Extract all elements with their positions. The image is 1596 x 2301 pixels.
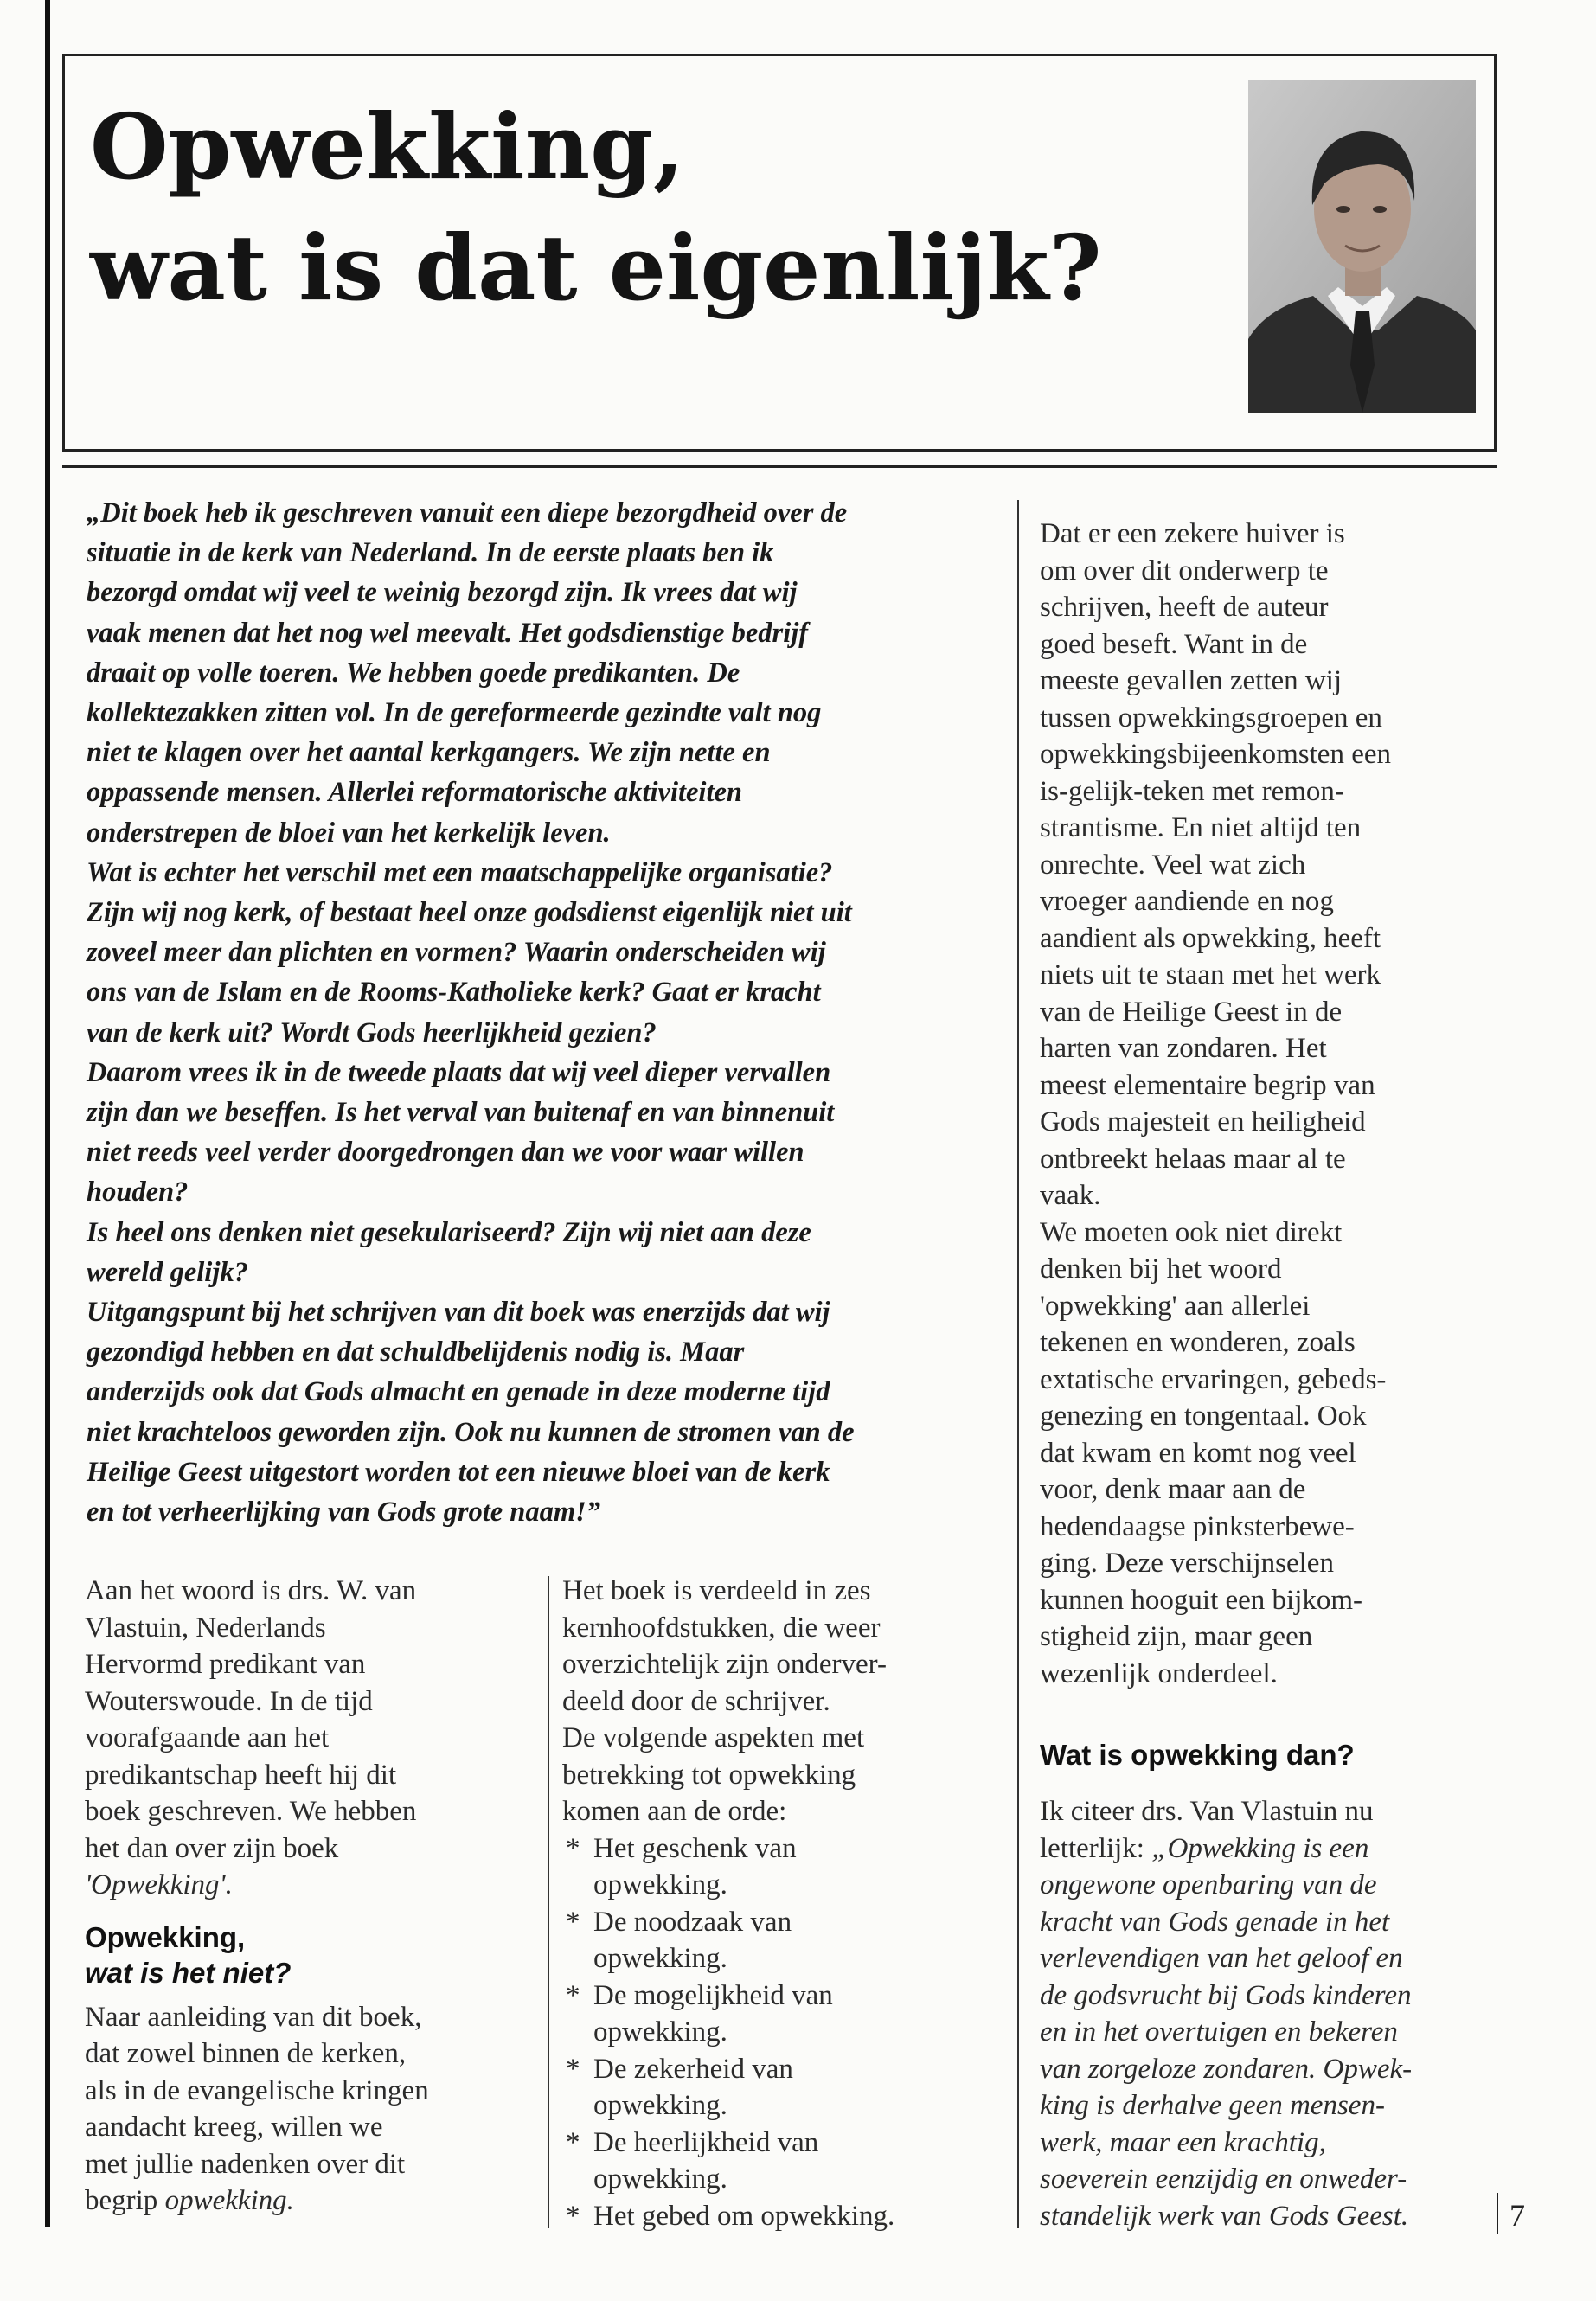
col3-para1	[1040, 516, 1498, 1215]
quote-line: zoveel meer dan plichten en vormen? Waarin onderscheiden wij	[87, 937, 826, 969]
page-number-rule	[1497, 2193, 1498, 2234]
text-line: schrijven, heeft de auteur	[1040, 592, 1329, 623]
text-line	[1040, 1830, 1498, 1868]
text-line: is-gelijk-teken met remon-	[1040, 775, 1344, 807]
quote-line: draait op volle toeren. We hebben goede predikanten. De	[87, 657, 740, 689]
italic-quote-start: „Opwekking is een	[1151, 1832, 1369, 1864]
quote-line: gezondigd hebben en dat schuldbelijdenis nodig is. Maar	[87, 1336, 745, 1368]
col1-subheading	[85, 1920, 535, 1990]
list-item	[562, 2125, 1012, 2198]
text-line: van zorgeloze zondaren. Opwek-	[1040, 2053, 1413, 2085]
col2-intro	[562, 1573, 1012, 1830]
column-2	[562, 1573, 1012, 2234]
text-line: denken bij het woord	[1040, 1253, 1282, 1285]
subheading-line: Opwekking,	[85, 1920, 246, 1953]
aspects-list	[562, 1830, 1012, 2235]
column-1	[85, 1573, 535, 2220]
article-title	[90, 87, 1197, 329]
quote-line: Uitgangspunt bij het schrijven van dit boek was enerzijds dat wij	[87, 1297, 830, 1329]
quote-line: zijn dan we beseffen. Is het verval van buitenaf en van binnenuit	[87, 1097, 835, 1129]
text-line: opwekking.	[593, 2163, 727, 2195]
text-line: voor, denk maar aan de	[1040, 1474, 1306, 1505]
quote-line: houden?	[87, 1176, 189, 1208]
text-line: van de Heilige Geest in de	[1040, 996, 1343, 1028]
column-divider-right	[1017, 500, 1019, 2228]
text-fragment: letterlijk:	[1040, 1832, 1152, 1864]
text-line: opwekking.	[593, 1869, 727, 1900]
text-line: en in het overtuigen en bekeren	[1040, 2016, 1398, 2048]
text-line: Hervormd predikant van	[85, 1649, 366, 1680]
book-title: 'Opwekking'.	[85, 1869, 233, 1900]
text-fragment: begrip	[85, 2185, 165, 2216]
text-line: extatische ervaringen, gebeds-	[1040, 1363, 1387, 1395]
text-line: * Het gebed om opwekking.	[593, 2200, 895, 2232]
text-line: genezing en tongentaal. Ook	[1040, 1400, 1367, 1432]
text-line: Gods majesteit en heiligheid	[1040, 1106, 1366, 1138]
text-line: kracht van Gods genade in het	[1040, 1906, 1390, 1938]
title-line-1: Opwekking,	[90, 93, 685, 200]
quote-line: oppassende mensen. Allerlei reformatorische aktiviteiten	[87, 777, 742, 809]
text-line: aandacht kreeg, willen we	[85, 2112, 383, 2143]
text-line: voorafgaande aan het	[85, 1722, 330, 1753]
quote-line: bezorgd omdat wij veel te weinig bezorgd zijn. Ik vrees dat wij	[87, 577, 798, 609]
list-item	[562, 1830, 1012, 1904]
text-line: * De zekerheid van	[593, 2053, 793, 2085]
text-line: * Het geschenk van	[593, 1832, 797, 1864]
text-line: met jullie nadenken over dit	[85, 2148, 406, 2180]
column-3	[1040, 516, 1498, 2234]
text-line: Aan het woord is drs. W. van	[85, 1575, 417, 1606]
text-line: Naar aanleiding van dit boek,	[85, 2001, 422, 2033]
text-line: meeste gevallen zetten wij	[1040, 665, 1343, 696]
text-line: kernhoofdstukken, die weer	[562, 1612, 881, 1644]
text-line: hedendaagse pinksterbewe-	[1040, 1510, 1355, 1542]
text-line: vroeger aandiende en nog	[1040, 886, 1334, 917]
quote-line: niet reeds veel verder doorgedrongen dan we voor waar willen	[87, 1137, 804, 1169]
quote-line: wereld gelijk?	[87, 1256, 248, 1288]
text-line: * De mogelijkheid van	[593, 1979, 833, 2011]
text-line: opwekking.	[593, 1943, 727, 1974]
author-portrait-image	[1248, 80, 1476, 413]
text-line: kunnen hooguit een bijkom-	[1040, 1584, 1363, 1616]
text-line: ongewone openbaring van de	[1040, 1869, 1377, 1900]
text-line: standelijk werk van Gods Geest.	[1040, 2200, 1409, 2232]
text-line: opwekking.	[593, 2016, 727, 2048]
header-bottom-rule	[62, 465, 1497, 468]
text-line: komen aan de orde:	[562, 1796, 787, 1827]
italic-term: opwekking.	[164, 2185, 294, 2216]
text-line: * De heerlijkheid van	[593, 2126, 819, 2158]
text-line: Het boek is verdeeld in zes	[562, 1575, 871, 1606]
quote-line: Daarom vrees ik in de tweede plaats dat wij veel dieper vervallen	[87, 1056, 831, 1088]
text-line: de godsvrucht bij Gods kinderen	[1040, 1979, 1412, 2011]
quote-line: Zijn wij nog kerk, of bestaat heel onze godsdienst eigenlijk niet uit	[87, 897, 852, 929]
quote-line: vaak menen dat het nog wel meevalt. Het godsdienstige bedrijf	[87, 617, 809, 649]
text-line: Wouterswoude. In de tijd	[85, 1685, 373, 1717]
text-line: harten van zondaren. Het	[1040, 1033, 1327, 1064]
text-line: tekenen en wonderen, zoals	[1040, 1327, 1356, 1358]
text-line: wezenlijk onderdeel.	[1040, 1657, 1278, 1689]
text-line: * De noodzaak van	[593, 1906, 792, 1938]
text-line: De volgende aspekten met	[562, 1722, 865, 1753]
text-line: het dan over zijn boek	[85, 1832, 339, 1864]
list-item	[562, 1904, 1012, 1977]
list-item	[562, 2198, 1012, 2235]
text-line: deeld door de schrijver.	[562, 1685, 830, 1717]
list-item	[562, 1977, 1012, 2051]
text-line: Vlastuin, Nederlands	[85, 1612, 326, 1644]
text-line: soeverein eenzijdig en onweder-	[1040, 2163, 1407, 2195]
quote-line: onderstrepen de bloei van het kerkelijk leven.	[87, 817, 611, 849]
text-line: stigheid zijn, maar geen	[1040, 1621, 1313, 1652]
col1-intro	[85, 1573, 535, 1904]
text-line: dat kwam en komt nog veel	[1040, 1437, 1356, 1469]
text-line: werk, maar een krachtig,	[1040, 2126, 1326, 2158]
quote-line: Wat is echter het verschil met een maatschappelijke organisatie?	[87, 856, 833, 888]
text-line: dat zowel binnen de kerken,	[85, 2038, 407, 2069]
quote-line: en tot verheerlijking van Gods grote naam!”	[87, 1497, 601, 1529]
text-line: Dat er een zekere huiver is	[1040, 518, 1345, 549]
text-line: 'opwekking' aan allerlei	[1040, 1290, 1311, 1322]
list-item	[562, 2051, 1012, 2125]
text-line: ging. Deze verschijnselen	[1040, 1548, 1334, 1579]
text-line: vaak.	[1040, 1180, 1101, 1211]
column-divider-left	[548, 1576, 549, 2228]
quote-line: „Dit boek heb ik geschreven vanuit een diepe bezorgdheid over de	[87, 497, 848, 529]
quote-line: niet krachteloos geworden zijn. Ook nu kunnen de stromen van de	[87, 1416, 855, 1448]
quote-line: Is heel ons denken niet gesekulariseerd? Zijn wij niet aan deze	[87, 1216, 811, 1248]
text-line: tussen opwekkingsgroepen en	[1040, 702, 1382, 734]
left-edge-rule	[45, 0, 50, 2227]
text-line: We moeten ook niet direkt	[1040, 1216, 1343, 1248]
title-line-2: wat is dat eigenlijk?	[90, 215, 1102, 321]
quote-line: kollektezakken zitten vol. In de gereformeerde gezindte valt nog	[87, 697, 822, 729]
text-line: opwekking.	[593, 2090, 727, 2121]
text-line: als in de evangelische kringen	[85, 2074, 429, 2106]
text-line: aandient als opwekking, heeft	[1040, 922, 1381, 954]
text-line: ontbreekt helaas maar al te	[1040, 1143, 1346, 1175]
text-line: boek geschreven. We hebben	[85, 1796, 417, 1827]
quote-line: niet te klagen over het aantal kerkgangers. We zijn nette en	[87, 737, 771, 769]
text-line: niets uit te staan met het werk	[1040, 959, 1381, 990]
intro-quote	[87, 493, 995, 1532]
text-line: overzichtelijk zijn onderver-	[562, 1649, 888, 1680]
text-line: goed beseft. Want in de	[1040, 628, 1308, 660]
author-photo	[1248, 80, 1476, 413]
col3-para2	[1040, 1215, 1498, 1693]
text-line: king is derhalve geen mensen-	[1040, 2090, 1385, 2121]
text-line: opwekkingsbijeenkomsten een	[1040, 739, 1391, 770]
text-line: verlevendigen van het geloof en	[1040, 1943, 1403, 1974]
text-line: strantisme. En niet altijd ten	[1040, 812, 1362, 843]
quote-line: situatie in de kerk van Nederland. In de eerste plaats ben ik	[87, 537, 774, 569]
text-line: predikantschap heeft hij dit	[85, 1759, 397, 1791]
text-line	[85, 2182, 535, 2220]
text-line: meest elementaire begrip van	[1040, 1069, 1375, 1101]
col3-subheading: Wat is opwekking dan?	[1040, 1739, 1355, 1771]
page-number: 7	[1509, 2198, 1525, 2233]
col3-para3	[1040, 1793, 1498, 2234]
text-line: Ik citeer drs. Van Vlastuin nu	[1040, 1796, 1374, 1827]
quote-line: van de kerk uit? Wordt Gods heerlijkheid gezien?	[87, 1016, 657, 1048]
text-line: om over dit onderwerp te	[1040, 554, 1329, 586]
subheading-line: wat is het niet?	[85, 1956, 292, 1989]
quote-line: anderzijds ook dat Gods almacht en genade in deze moderne tijd	[87, 1376, 830, 1408]
quote-line: ons van de Islam en de Rooms-Katholieke kerk? Gaat er kracht	[87, 977, 821, 1009]
col1-para2	[85, 1999, 535, 2220]
text-line: onrechte. Veel wat zich	[1040, 849, 1306, 881]
text-line: betrekking tot opwekking	[562, 1759, 856, 1791]
quote-line: Heilige Geest uitgestort worden tot een nieuwe bloei van de kerk	[87, 1456, 830, 1488]
